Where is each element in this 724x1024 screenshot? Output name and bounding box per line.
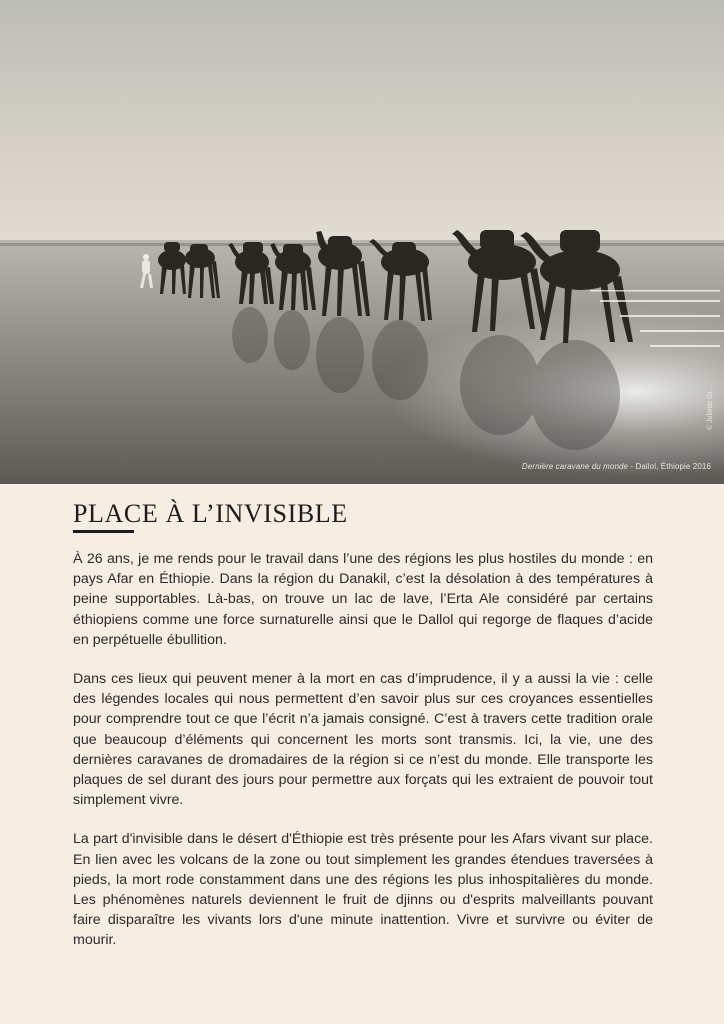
caption-italic: Dernière caravane du monde <box>521 462 629 471</box>
paragraph-3: La part d'invisible dans le désert d'Éthiopie est très présente pour les Afars vivant sur place. En lien avec les volcans de la zone ou tout simplement les grandes étendues traversées à pieds, la mort rode constamment dans une des régions les plus inhospitalières du monde. Les phénomènes naturels deviennent le fruit de djinns ou d'esprits malveillants pouvant faire disparaître les vivants lors d'une minute inattention. Vivre et survivre ou éviter de mourir. <box>73 831 653 949</box>
hero-photo <box>0 0 724 484</box>
paragraph-1: À 26 ans, je me rends pour le travail dans l’une des régions les plus hostiles du monde : en pays Afar en Éthiopie. Dans la région du Danakil, c’est la désolation à des températures à peine supportables. Là-bas, on trouve un lac de lave, l’Erta Ale considéré par certains éthiopiens comme une force surnaturelle ainsi que le Dallol qui regorge de flaques d’acide en perpétuelle ébullition. <box>73 551 653 648</box>
camel-caravan-illustration <box>0 0 724 484</box>
article-title: PLACE À L’INVISIBLE <box>73 499 348 528</box>
paragraph-2: Dans ces lieux qui peuvent mener à la mort en cas d’imprudence, il y a aussi la vie : celle des légendes locales qui nous permettent d’en savoir plus sur ces croyances essentielles pour comprendre tout ce que l’écrit n’a jamais consigné. C’est à travers cette tradition orale que beaucoup d’éléments qui concernent les morts sont transmis. Ici, la vie, une des dernières caravanes de dromadaires de la région si ce n’est du monde. Elle transporte les plaques de sel durant des jours pour permettre aux forçats qui les extraient de pouvoir tout simplement vivre. <box>73 671 653 809</box>
title-underline <box>73 530 134 533</box>
article-body <box>73 549 653 970</box>
caption-place: - Dallol, Éthiopie 2016 <box>628 462 711 471</box>
photo-credit: © Juliette Gl... <box>707 385 714 430</box>
photo-caption <box>522 462 711 471</box>
